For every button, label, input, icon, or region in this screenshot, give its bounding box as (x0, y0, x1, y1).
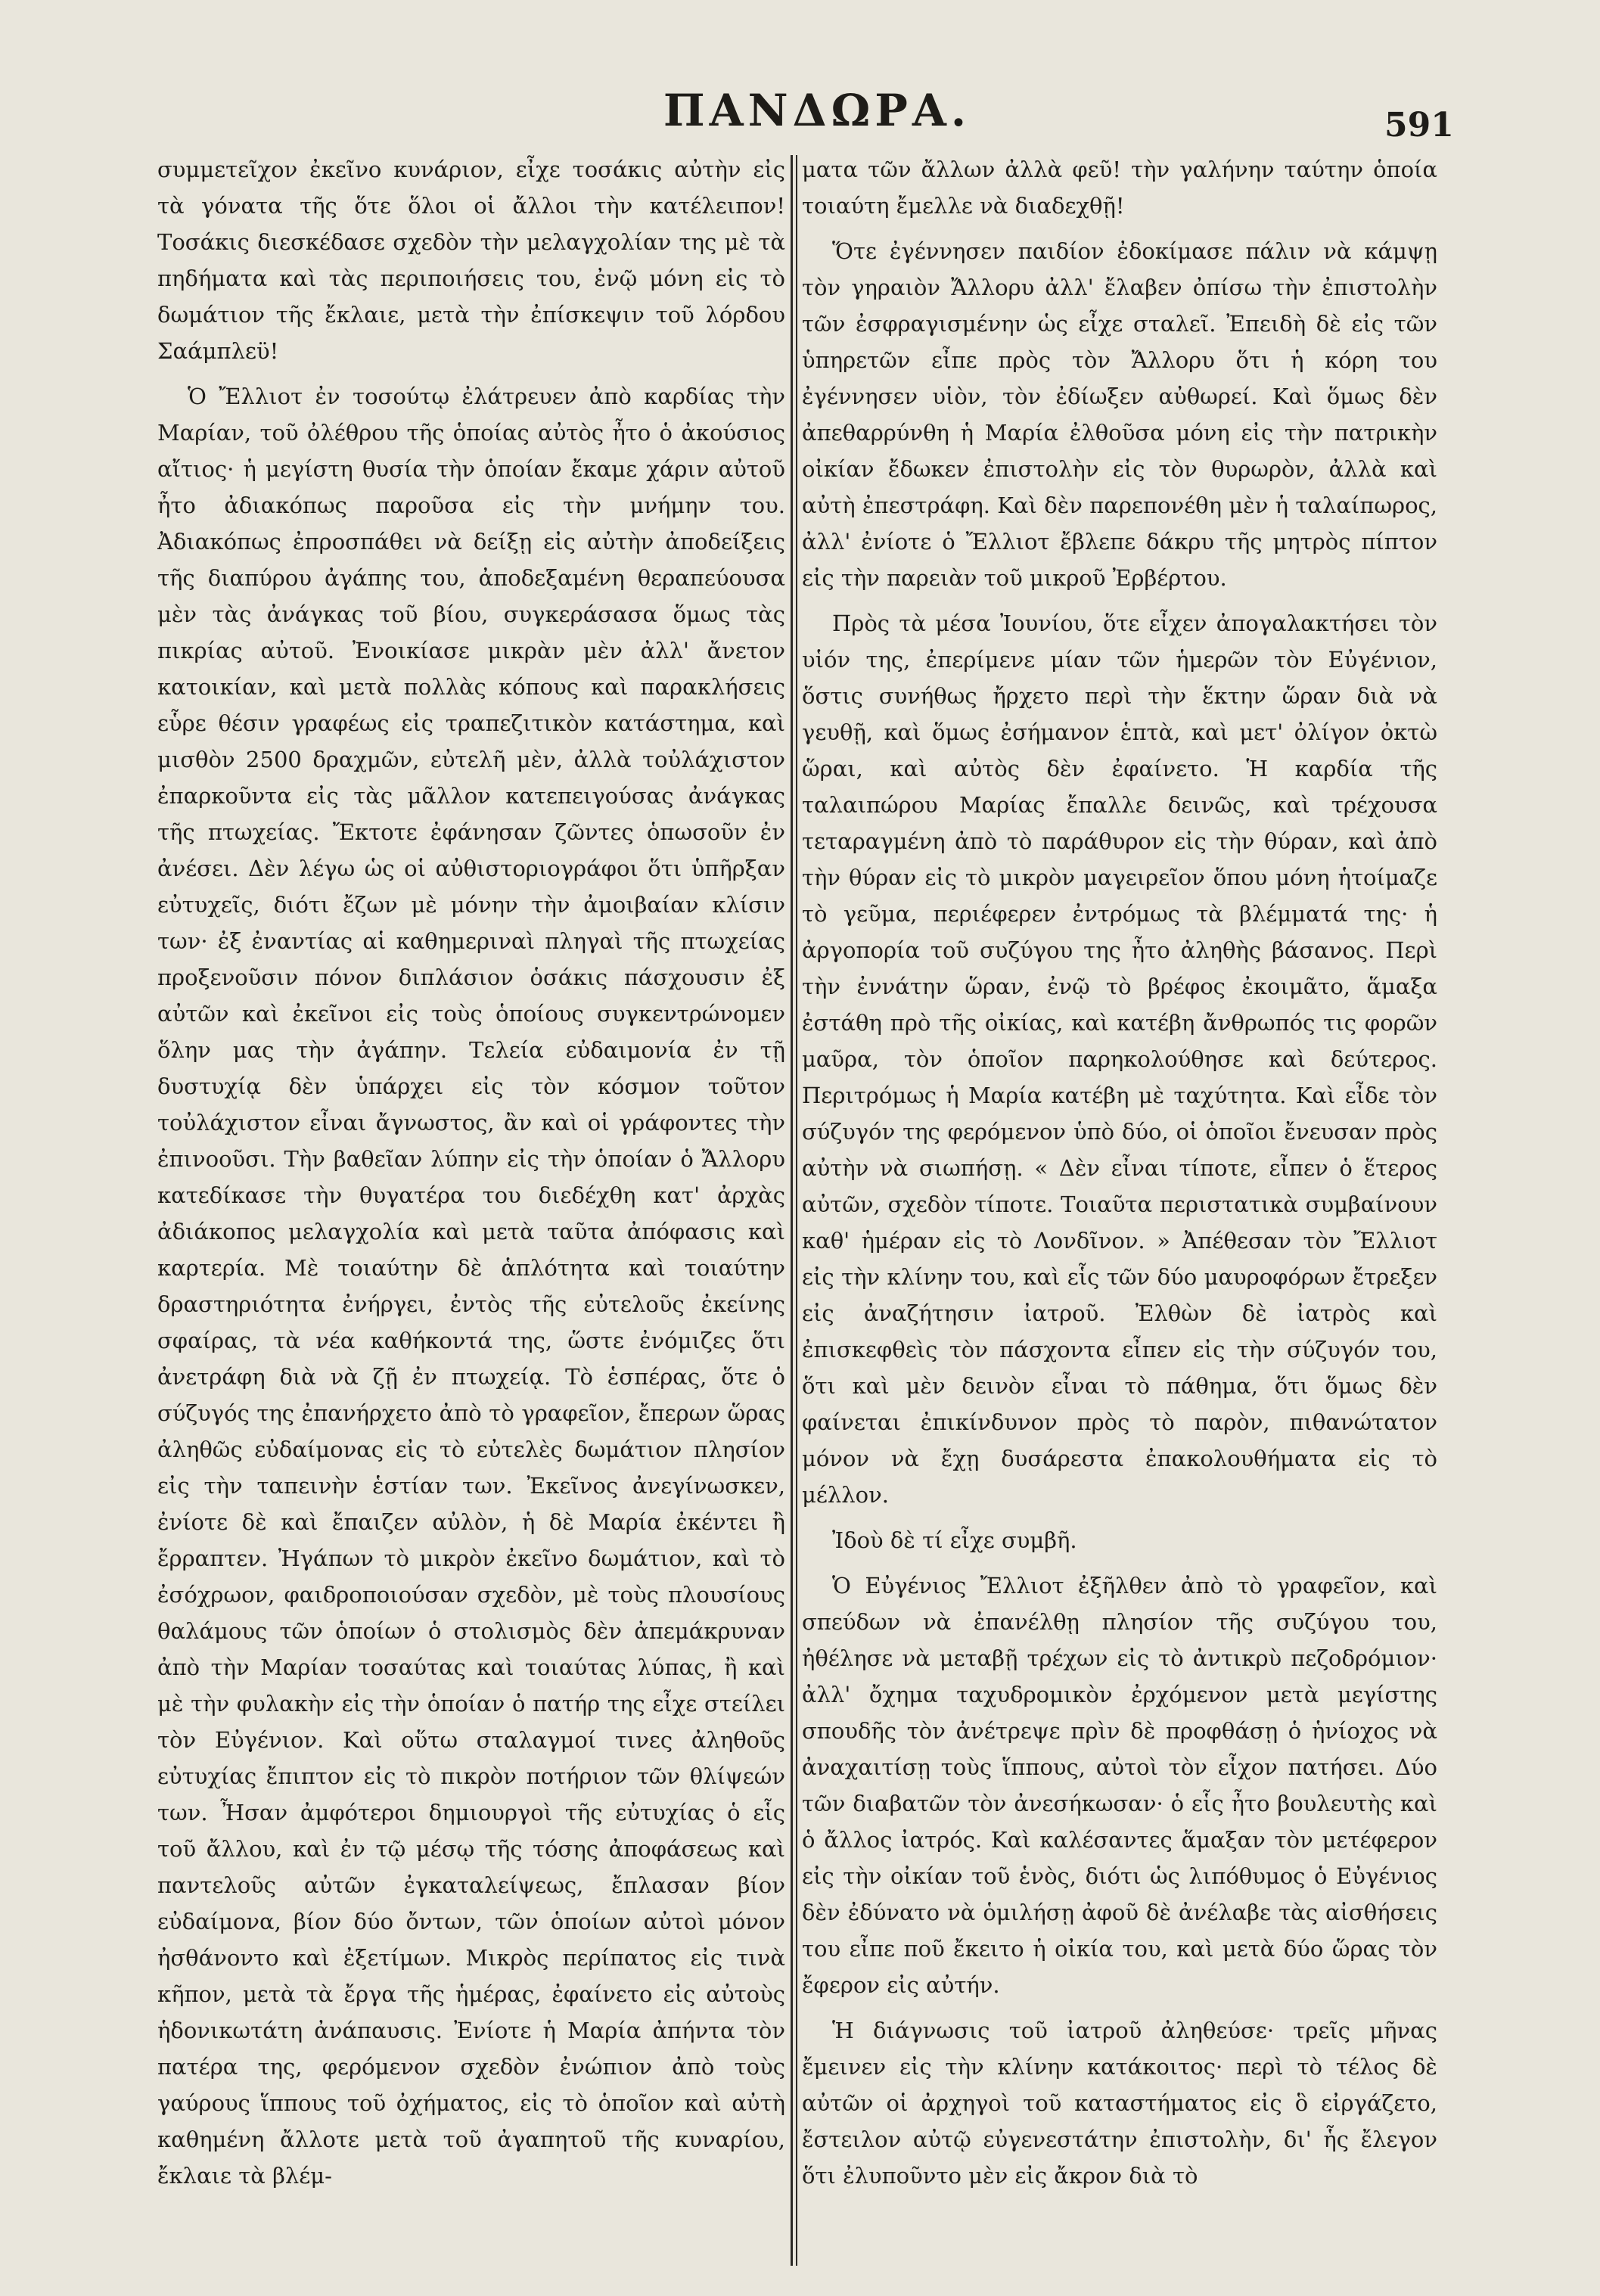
paragraph: Ὁ Εὐγένιος Ἔλλιοτ ἐξῆλθεν ἀπὸ τὸ γραφεῖον, καὶ σπεύδων νὰ ἐπανέλθῃ πλησίον τῆς συζύγου του, ἠθέλησε νὰ μεταβῇ τρέχων εἰς τὸ ἀντικρὺ πεζοδρόμιον· ἀλλ' ὄχημα ταχυδρομικὸν ἐρχόμενον μετὰ μεγίστης σπουδῆς τὸν ἀνέτρεψε πρὶν δὲ προφθάσῃ ὁ ἡνίοχος νὰ ἀναχαιτίσῃ τοὺς ἵππους, αὐτοὶ τὸν εἶχον πατήσει. Δύο τῶν διαβατῶν τὸν ἀνεσήκωσαν· ὁ εἷς ἦτο βουλευτὴς καὶ ὁ ἄλλος ἰατρός. Καὶ καλέσαντες ἅμαξαν τὸν μετέφερον εἰς τὴν οἰκίαν τοῦ ἑνὸς, διότι ὡς λιπόθυμος ὁ Εὐγένιος δὲν ἐδύνατο νὰ ὁμιλήσῃ ἀφοῦ δὲ ἀνέλαβε τὰς αἰσθήσεις του εἶπε ποῦ ἔκειτο ἡ οἰκία του, καὶ μετὰ δύο ὥρας τὸν ἔφερον εἰς αὐτήν. (802, 1573, 1437, 1998)
paragraph: Ὅτε ἐγέννησεν παιδίον ἐδοκίμασε πάλιν νὰ κάμψῃ τὸν γηραιὸν Ἄλλορυ ἀλλ' ἔλαβεν ὀπίσω τὴν ἐπιστολὴν τῶν ἐσφραγισμένην ὡς εἶχε σταλεῖ. Ἐπειδὴ δὲ εἰς τῶν ὑπηρετῶν εἶπε πρὸς τὸν Ἄλλορυ ὅτι ἡ κόρη του ἐγέννησεν υἱὸν, τὸν ἐδίωξεν αὐθωρεί. Καὶ ὅμως δὲν ἀπεθαρρύνθη ἡ Μαρία ἐλθοῦσα μόνη εἰς τὴν πατρικὴν οἰκίαν ἔδωκεν ἐπιστολὴν εἰς τὸν θυρωρὸν, ἀλλὰ καὶ αὐτὴ ἐπεστράφη. Καὶ δὲν παρεπονέθη μὲν ἡ ταλαίπωρος, ἀλλ' ἐνίοτε ὁ Ἔλλιοτ ἔβλεπε δάκρυ τῆς μητρὸς πίπτον εἰς τὴν παρειὰν τοῦ μικροῦ Ἐρβέρτου. (802, 238, 1437, 591)
column-divider (791, 155, 793, 2266)
paragraph: Ὁ Ἔλλιοτ ἐν τοσούτῳ ἐλάτρευεν ἀπὸ καρδίας τὴν Μαρίαν, τοῦ ὀλέθρου τῆς ὁποίας αὐτὸς ἦτο ὁ ἀκούσιος αἴτιος· ἡ μεγίστη θυσία τὴν ὁποίαν ἔκαμε χάριν αὐτοῦ ἦτο ἀδιακόπως παροῦσα εἰς τὴν μνήμην του. Ἀδιακόπως ἐπροσπάθει νὰ δείξῃ εἰς αὐτὴν ἀποδείξεις τῆς διαπύρου ἀγάπης του, ἀποδεξαμένη θεραπεύουσα μὲν τὰς ἀνάγκας τοῦ βίου, συγκεράσασα ὅμως τὰς πικρίας αὐτοῦ. Ἐνοικίασε μικρὰν μὲν ἀλλ' ἄνετον κατοικίαν, καὶ μετὰ πολλὰς κόπους καὶ παρακλήσεις εὗρε θέσιν γραφέως εἰς τραπεζιτικὸν κατάστημα, καὶ μισθὸν 2500 δραχμῶν, εὐτελῆ μὲν, ἀλλὰ τοὐλάχιστον ἐπαρκοῦντα εἰς τὰς μᾶλλον κατεπειγούσας ἀνάγκας τῆς πτωχείας. Ἔκτοτε ἐφάνησαν ζῶντες ὁπωσοῦν ἐν ἀνέσει. Δὲν λέγω ὡς οἱ αὐθιστοριογράφοι ὅτι ὑπῆρξαν εὐτυχεῖς, διότι ἔζων μὲ μόνην τὴν ἀμοιβαίαν κλίσιν των· ἐξ ἐναντίας αἱ καθημεριναὶ πληγαὶ τῆς πτωχείας προξενοῦσιν πόνον διπλάσιον ὁσάκις πάσχουσιν ἐξ αὐτῶν καὶ ἐκεῖνοι εἰς τοὺς ὁποίους συγκεντρώνομεν ὅλην μας τὴν ἀγάπην. Τελεία εὐδαιμονία ἐν τῇ δυστυχίᾳ δὲν ὑπάρχει εἰς τὸν κόσμον τοῦτον τοὐλάχιστον εἶναι ἄγνωστος, ἂν καὶ οἱ γράφοντες τὴν ἐπινοοῦσι. Τὴν βαθεῖαν λύπην εἰς τὴν ὁποίαν ὁ Ἄλλορυ κατεδίκασε τὴν θυγατέρα του διεδέχθη κατ' ἀρχὰς ἀδιάκοπος μελαγχολία καὶ μετὰ ταῦτα ἀπόφασις καὶ καρτερία. Μὲ τοιαύτην δὲ ἁπλότητα καὶ τοιαύτην δραστηριότητα ἐνήργει, ἐντὸς τῆς εὐτελοῦς ἐκείνης σφαίρας, τὰ νέα καθήκοντά της, ὥστε ἐνόμιζες ὅτι ἀνετράφη διὰ νὰ ζῇ ἐν πτωχείᾳ. Τὸ ἑσπέρας, ὅτε ὁ σύζυγός της ἐπανήρχετο ἀπὸ τὸ γραφεῖον, ἔπερων ὥρας ἀληθῶς εὐδαίμονας εἰς τὸ εὐτελὲς δωμάτιον πλησίον εἰς τὴν ταπεινὴν ἑστίαν των. Ἐκεῖνος ἀνεγίνωσκεν, ἐνίοτε δὲ καὶ ἔπαιζεν αὐλὸν, ἡ δὲ Μαρία ἐκέντει ἢ ἔρραπτεν. Ἠγάπων τὸ μικρὸν ἐκεῖνο δωμάτιον, καὶ τὸ ἐσόχρωον, φαιδροποιούσαν σχεδὸν, μὲ τοὺς πλουσίους θαλάμους τῶν ὁποίων ὁ στολισμὸς δὲν ἀπεμάκρυναν ἀπὸ τὴν Μαρίαν τοσαύτας καὶ τοιαύτας λύπας, ἢ καὶ μὲ τὴν φυλακὴν εἰς τὴν ὁποίαν ὁ πατήρ της εἶχε στείλει τὸν Εὐγένιον. Καὶ οὕτω σταλαγμοί τινες ἀληθοῦς εὐτυχίας ἔπιπτον εἰς τὸ πικρὸν ποτήριον τῶν θλίψεών των. Ἦσαν ἀμφότεροι δημιουργοὶ τῆς εὐτυχίας ὁ εἷς τοῦ ἄλλου, καὶ ἐν τῷ μέσῳ τῆς τόσης ἀποφάσεως καὶ παντελοῦς αὐτῶν ἐγκαταλείψεως, ἔπλασαν βίον εὐδαίμονα, βίον δύο ὄντων, τῶν ὁποίων αὐτοὶ μόνον ἠσθάνοντο καὶ ἐξετίμων. Μικρὸς περίπατος εἰς τινὰ κῆπον, μετὰ τὰ ἔργα τῆς ἡμέρας, ἐφαίνετο εἰς αὐτοὺς ἡδονικωτάτη ἀνάπαυσις. Ἐνίοτε ἡ Μαρία ἀπήντα τὸν πατέρα της, φερόμενον σχεδὸν ἐνώπιον ἀπὸ τοὺς γαύρους ἵππους τοῦ ὀχήματος, εἰς τὸ ὁποῖον καὶ αὐτὴ καθημένη ἄλλοτε μετὰ τοῦ ἀγαπητοῦ τῆς κυναρίου, ἔκλαιε τὰ βλέμ- (157, 384, 785, 2189)
page-number: 591 (1384, 106, 1454, 144)
page-title: ΠΑΝΔΩΡΑ. (663, 85, 971, 136)
column-divider (796, 155, 797, 2266)
paragraph: συμμετεῖχον ἐκεῖνο κυνάριον, εἶχε τοσάκις αὐτὴν εἰς τὰ γόνατα τῆς ὅτε ὅλοι οἱ ἄλλοι τὴν κατέλειπον! Τοσάκις διεσκέδασε σχεδὸν τὴν μελαγχολίαν της μὲ τὰ πηδήματα καὶ τὰς περιποιήσεις του, ἐνῷ μόνη εἰς τὸ δωμάτιον τῆς ἔκλαιε, μετὰ τὴν ἐπίσκεψιν τοῦ λόρδου Σαάμπλεϋ! (157, 157, 785, 364)
paragraph: Πρὸς τὰ μέσα Ἰουνίου, ὅτε εἶχεν ἀπογαλακτήσει τὸν υἱόν της, ἐπερίμενε μίαν τῶν ἡμερῶν τὸν Εὐγένιον, ὅστις συνήθως ἤρχετο περὶ τὴν ἕκτην ὥραν διὰ νὰ γευθῇ, καὶ ὅμως ἐσήμανον ἑπτὰ, καὶ μετ' ὀλίγον ὀκτὼ ὥραι, καὶ αὐτὸς δὲν ἐφαίνετο. Ἡ καρδία τῆς ταλαιπώρου Μαρίας ἔπαλλε δεινῶς, καὶ τρέχουσα τεταραγμένη ἀπὸ τὸ παράθυρον εἰς τὴν θύραν, καὶ ἀπὸ τὴν θύραν εἰς τὸ μικρὸν μαγειρεῖον ὅπου μόνη ἡτοίμαζε τὸ γεῦμα, περιέφερεν ἐντρόμως τὰ βλέμματά της· ἡ ἀργοπορία τοῦ συζύγου της ἦτο ἀληθὴς βάσανος. Περὶ τὴν ἐννάτην ὥραν, ἐνῷ τὸ βρέφος ἐκοιμᾶτο, ἅμαξα ἐστάθη πρὸ τῆς οἰκίας, καὶ κατέβη ἄνθρωπός τις φορῶν μαῦρα, τὸν ὁποῖον παρηκολούθησε καὶ δεύτερος. Περιτρόμως ἡ Μαρία κατέβη μὲ ταχύτητα. Καὶ εἶδε τὸν σύζυγόν της φερόμενον ὑπὸ δύο, οἱ ὁποῖοι ἔνευσαν πρὸς αὐτὴν νὰ σιωπήσῃ. « Δὲν εἶναι τίποτε, εἶπεν ὁ ἕτερος αὐτῶν, σχεδὸν τίποτε. Τοιαῦτα περιστατικὰ συμβαίνουν καθ' ἡμέραν εἰς τὸ Λονδῖνον. » Ἀπέθεσαν τὸν Ἔλλιοτ εἰς τὴν κλίνην του, καὶ εἷς τῶν δύο μαυροφόρων ἔτρεξεν εἰς ἀναζήτησιν ἰατροῦ. Ἐλθὼν δὲ ἰατρὸς καὶ ἐπισκεφθεὶς τὸν πάσχοντα εἶπεν εἰς τὴν σύζυγόν του, ὅτι καὶ μὲν δεινὸν εἶναι τὸ πάθημα, ὅτι ὅμως δὲν φαίνεται ἐπικίνδυνον πρὸς τὸ παρὸν, πιθανώτατον μόνον νὰ ἔχῃ δυσάρεστα ἐπακολουθήματα εἰς τὸ μέλλον. (802, 611, 1437, 1508)
paragraph: ματα τῶν ἄλλων ἀλλὰ φεῦ! τὴν γαλήνην ταύτην ὁποία τοιαύτη ἔμελλε νὰ διαδεχθῇ! (802, 157, 1437, 219)
right-column (802, 151, 1437, 2270)
paragraph: Ἰδοὺ δὲ τί εἶχε συμβῆ. (832, 1527, 1077, 1553)
paragraph: Ἡ διάγνωσις τοῦ ἰατροῦ ἀληθεύσε· τρεῖς μῆνας ἔμεινεν εἰς τὴν κλίνην κατάκοιτος· περὶ τὸ τέλος δὲ αὐτῶν οἱ ἀρχηγοὶ τοῦ καταστήματος εἰς ὃ εἰργάζετο, ἔστειλον αὐτῷ εὐγενεστάτην ἐπιστολὴν, δι' ἧς ἔλεγον ὅτι ἐλυποῦντο μὲν εἰς ἄκρον διὰ τὸ (802, 2018, 1437, 2189)
left-column (157, 151, 785, 2270)
